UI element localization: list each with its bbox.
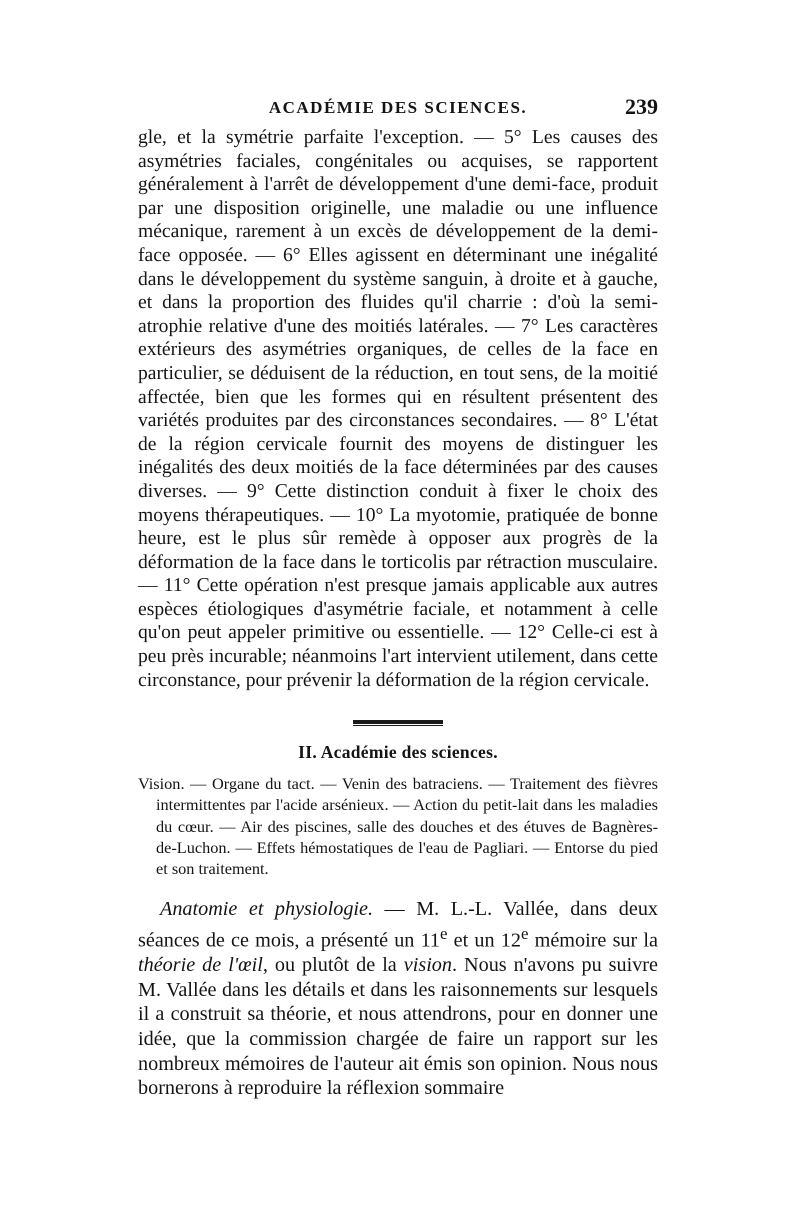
article-text: et un 12	[447, 929, 521, 952]
running-title: ACADÉMIE DES SCIENCES.	[268, 98, 528, 117]
article-text: mémoire sur la	[528, 929, 658, 952]
section-summary: Vision. — Organe du tact. — Venin des batraciens. — Traitement des fièvres intermittentes par l'acide arsénieux. — Action du petit-lait dans les maladies du cœur. — Air des piscines, salle des douches et des étuves de Bagnères-de-Luchon. — Effets hémostatiques de l'eau de Pagliari. — Entorse du pied et son traitement.	[138, 774, 658, 879]
italic-vision: vision	[403, 954, 452, 977]
body-paragraph: gle, et la symétrie parfaite l'exception. — 5° Les causes des asymétries faciales, congénitales ou acquises, se rapportent généralement à l'arrêt de développement d'une demi-face, produit par une disposition originelle, une maladie ou une influence mécanique, rarement à un excès de développement de la demi-face opposée. — 6° Elles agissent en déterminant une inégalité dans le développement du système sanguin, à droite et à gauche, et dans la proportion des fluides qu'il charrie : d'où la semi-atrophie relative d'une des moitiés latérales. — 7° Les caractères extérieurs des asymétries organiques, de celles de la face en particulier, se déduisent de la réduction, en tout sens, de la moitié affectée, bien que les formes qui en résultent présentent des variétés produites par des circonstances secondaires. — 8° L'état de la région cervicale fournit des moyens de distinguer les inégalités des deux moitiés de la face déterminées par des causes diverses. — 9° Cette distinction conduit à fixer le choix des moyens thérapeutiques. — 10° La myotomie, pratiquée de bonne heure, est le plus sûr remède à opposer aux progrès de la déformation de la face dans le torticolis par rétraction musculaire. — 11° Cette opération n'est presque jamais applicable aux autres espèces étiologiques d'asymétrie faciale, et notamment à celle qu'on peut appeler primitive ou essentielle. — 12° Celle-ci est à peu près incurable; néanmoins l'art intervient utilement, dans cette circonstance, pour prévenir la déformation de la région cervicale.	[138, 127, 658, 691]
ordinal-suffix: e	[520, 923, 529, 943]
article-text: , ou plutôt de la	[262, 954, 404, 977]
article-text: . Nous n'avons pu suivre M. Vallée dans les détails et dans les raisonnements sur lesquels il a construit sa théorie, et nous attendrons, pour en donner une idée, que la commission chargée de faire un rapport sur les nombreux mémoires de l'auteur ait émis son opinion. Nous nous bornerons à reproduire la réflexion sommaire	[138, 954, 658, 1100]
section-heading: II. Académie des sciences.	[298, 742, 498, 763]
italic-theory: théorie de l'œil	[138, 954, 263, 977]
article-intro: — M. L.-L. Vallée, dans deux séances de ce mois, a présenté un 11	[138, 898, 659, 952]
section-divider	[353, 720, 443, 726]
ordinal-suffix: e	[440, 923, 448, 943]
article-paragraph	[138, 897, 658, 1100]
page-number: 239	[625, 94, 658, 119]
book-page	[138, 92, 658, 1101]
running-head	[138, 92, 658, 126]
article-rubric: Anatomie et physiologie.	[160, 898, 374, 921]
